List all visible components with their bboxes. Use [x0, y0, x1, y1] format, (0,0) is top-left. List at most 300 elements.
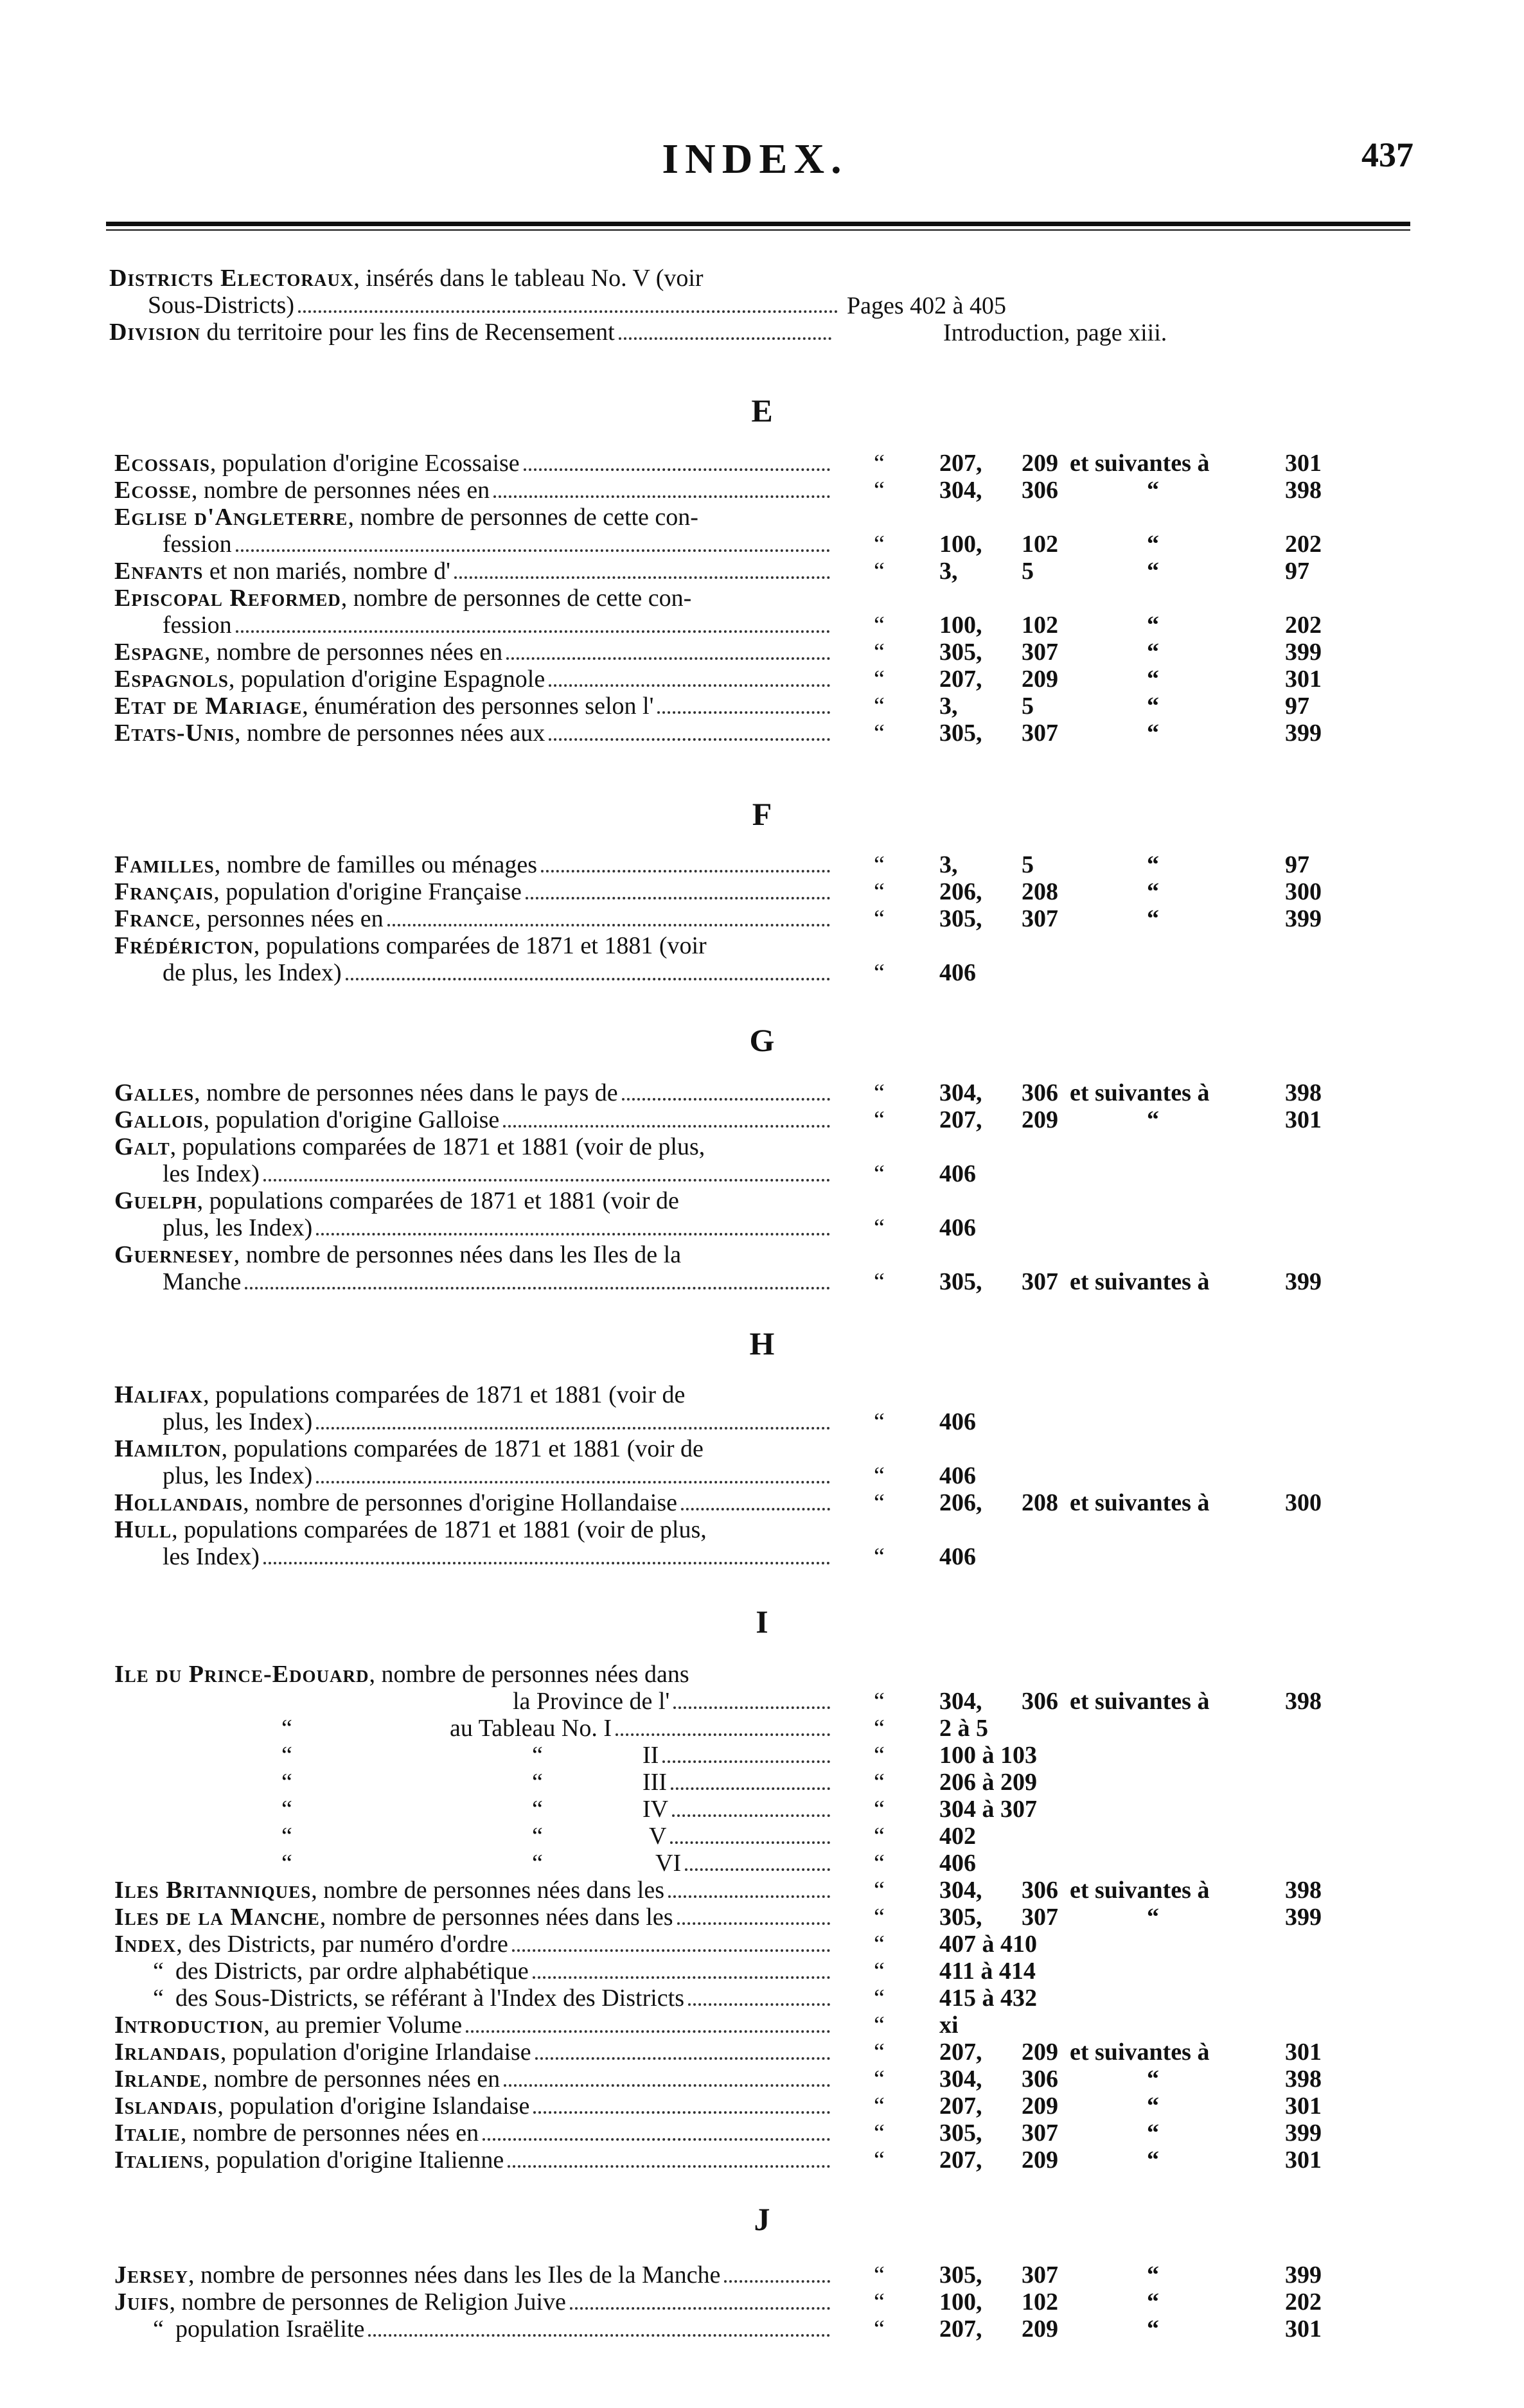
page-ref: 300 — [1285, 878, 1322, 905]
entry-head: Eglise d'Angleterre — [114, 504, 348, 531]
page-ref: 100, — [939, 612, 982, 639]
dot-leader — [657, 711, 830, 714]
dot-leader — [508, 2165, 830, 2168]
index-entry-ile — [114, 1661, 834, 1715]
entry-text: , population d'origine Française — [213, 878, 522, 905]
index-entry-guelph — [114, 1187, 834, 1241]
entry-head: Islandais — [114, 2093, 218, 2120]
entry-line — [114, 1904, 834, 1931]
section-letter-h: H — [749, 1325, 775, 1361]
page-ref: 406 — [939, 1850, 976, 1877]
ditto-mark: “ — [874, 1958, 885, 1985]
entry-text: les Index) — [163, 1160, 260, 1187]
ditto-mark: “ — [874, 450, 885, 477]
entry-text-wrap — [114, 2039, 531, 2066]
index-entry-ile-t1 — [114, 1715, 834, 1742]
page-ref: 305, — [939, 1268, 982, 1295]
entry-line — [114, 1435, 834, 1462]
page-ref: 206, — [939, 1489, 982, 1516]
entry-line — [163, 1462, 834, 1489]
index-entry-iles-brit — [114, 1877, 834, 1904]
index-entry-francais — [114, 878, 834, 905]
ditto-mark: “ — [874, 1214, 885, 1241]
entry-text: des Districts, par ordre alphabétique — [175, 1958, 529, 1985]
entry-line — [114, 450, 834, 477]
entry-text: fession — [163, 531, 232, 558]
index-entry-ecosse — [114, 477, 834, 504]
entry-text: , nombre de personnes nées dans — [369, 1661, 689, 1688]
page-ref: 305, — [939, 2120, 982, 2147]
page-ref: 97 — [1285, 558, 1309, 585]
entry-line — [163, 612, 834, 639]
page-ref: 304, — [939, 2066, 982, 2093]
ditto-mark: “ — [874, 639, 885, 666]
dot-leader — [677, 1922, 830, 1925]
entry-text: , des Districts, par numéro d'ordre — [176, 1931, 508, 1958]
index-entry-gallois — [114, 1106, 834, 1133]
page-ref: 407 à 410 — [939, 1931, 1037, 1958]
entry-text: , population d'origine Islandaise — [217, 2093, 530, 2120]
page-ref: 402 — [939, 1823, 976, 1850]
page-ref-note: et suivantes à — [1070, 2039, 1210, 2066]
page-ref: 304, — [939, 477, 982, 504]
page-ref: 301 — [1285, 2147, 1322, 2173]
page-ref: 399 — [1285, 905, 1322, 932]
entry-line — [642, 1742, 834, 1769]
page-ref: 398 — [1285, 477, 1322, 504]
page-ref: 102 — [1022, 612, 1058, 639]
page-ref: 207, — [939, 2147, 982, 2173]
index-entry-juifs2 — [114, 2315, 834, 2342]
index-entry-fredericton — [114, 932, 834, 986]
entry-text-wrap — [114, 2012, 462, 2039]
entry-line — [114, 504, 834, 531]
entry-line — [114, 905, 834, 932]
entry-line — [114, 1931, 834, 1958]
page-ref: 209 — [1022, 2039, 1058, 2066]
page-ref: 399 — [1285, 1268, 1322, 1295]
page-ref: 5 — [1022, 693, 1034, 720]
page-ref: 307 — [1022, 2262, 1058, 2288]
dot-leader — [549, 738, 830, 741]
ditto-mark: “ — [281, 1796, 292, 1823]
entry-head: Guernesey — [114, 1241, 234, 1268]
page-ref: 102 — [1022, 2288, 1058, 2315]
page-ref: 301 — [1285, 1106, 1322, 1133]
dot-leader — [549, 684, 830, 687]
page-ref: 206 à 209 — [939, 1769, 1037, 1796]
index-entry-episcopal — [114, 585, 834, 639]
index-entry-ile-t2 — [114, 1742, 834, 1769]
entry-text-wrap — [114, 905, 384, 932]
section-letter-f: F — [752, 796, 772, 832]
dot-leader — [506, 657, 830, 660]
entry-text: , nombre de personnes de cette con- — [348, 504, 698, 531]
entry-text: population Israëlite — [175, 2315, 365, 2342]
entry-text: , population d'origine Ecossaise — [209, 450, 520, 477]
entry-text: , populations comparées de 1871 et 1881 (voir — [253, 932, 707, 959]
ditto-mark: “ — [153, 2315, 164, 2342]
page-ref: 399 — [1285, 2120, 1322, 2147]
page-ref: 207, — [939, 450, 982, 477]
page-ref: 399 — [1285, 639, 1322, 666]
page-ref: 304, — [939, 1877, 982, 1904]
entry-text: , nombre de personnes nées en — [191, 477, 490, 504]
page-ref: 304 à 307 — [939, 1796, 1037, 1823]
dot-leader — [535, 2057, 830, 2060]
ditto-mark: “ — [1147, 1904, 1159, 1931]
dot-leader — [483, 2138, 830, 2141]
entry-text-wrap — [114, 693, 653, 720]
page-ref: 406 — [939, 1462, 976, 1489]
entry-line — [114, 2066, 834, 2093]
entry-text: plus, les Index) — [163, 1462, 313, 1489]
ditto-mark: “ — [874, 2120, 885, 2147]
dot-leader — [316, 1233, 830, 1235]
entry-line — [175, 1985, 834, 2012]
dot-leader — [245, 1287, 830, 1289]
ditto-mark: “ — [281, 1715, 292, 1742]
index-entry-ile-t5 — [114, 1823, 834, 1850]
section-letter-e: E — [751, 393, 773, 429]
entry-text: V — [649, 1823, 667, 1850]
entry-text-wrap — [114, 2093, 529, 2120]
page-ref: 305, — [939, 905, 982, 932]
dot-leader — [570, 2307, 830, 2310]
page-ref: 301 — [1285, 450, 1322, 477]
ditto-mark: “ — [874, 1160, 885, 1187]
index-entry-islandais — [114, 2093, 834, 2120]
ditto-mark: “ — [874, 1850, 885, 1877]
page-ref-note: et suivantes à — [1070, 1688, 1210, 1715]
entry-text: , nombre de personnes nées dans les Iles de la — [233, 1241, 682, 1268]
entry-text-wrap — [114, 878, 522, 905]
ditto-mark: “ — [874, 1489, 885, 1516]
page-ref: 398 — [1285, 1079, 1322, 1106]
ditto-mark: “ — [1147, 531, 1159, 558]
entry-line — [163, 1214, 834, 1241]
ditto-mark: “ — [874, 2066, 885, 2093]
page-ref: 307 — [1022, 905, 1058, 932]
page-ref: 2 à 5 — [939, 1715, 988, 1742]
ditto-mark: “ — [1147, 666, 1159, 693]
entry-text: III — [642, 1769, 667, 1796]
dot-leader — [346, 978, 830, 980]
entry-line — [114, 2120, 834, 2147]
entry-line — [114, 2147, 834, 2173]
entry-text-wrap — [114, 851, 537, 878]
index-entry-italie — [114, 2120, 834, 2147]
page-ref: 301 — [1285, 2093, 1322, 2120]
entry-text: , nombre de personnes nées dans les Iles de la Manche — [188, 2262, 721, 2288]
section-letter-g: G — [749, 1022, 775, 1058]
page-ref: 209 — [1022, 666, 1058, 693]
dot-leader — [368, 2334, 830, 2337]
entry-text: plus, les Index) — [163, 1214, 313, 1241]
ditto-mark: “ — [874, 1796, 885, 1823]
ditto-mark: “ — [281, 1742, 292, 1769]
entry-text-wrap — [114, 1877, 664, 1904]
entry-line — [649, 1823, 834, 1850]
entry-line — [114, 1381, 834, 1408]
page-ref: Introduction, page xiii. — [943, 319, 1167, 346]
ditto-mark: “ — [874, 2039, 885, 2066]
ditto-mark: “ — [874, 666, 885, 693]
page-ref: 306 — [1022, 1688, 1058, 1715]
entry-text: , populations comparées de 1871 et 1881 (voir de — [221, 1435, 704, 1462]
page-header — [96, 135, 1413, 186]
entry-line — [114, 477, 834, 504]
ditto-mark: “ — [1147, 851, 1159, 878]
entry-text: VI — [655, 1850, 682, 1877]
entry-text: , nombre de personnes nées en — [180, 2120, 479, 2147]
ditto-mark: “ — [874, 1823, 885, 1850]
ditto-mark: “ — [1147, 905, 1159, 932]
ditto-mark: “ — [1147, 1106, 1159, 1133]
entry-text: Sous-Districts) — [148, 292, 294, 319]
dot-leader — [236, 549, 830, 552]
entry-line — [114, 1106, 834, 1133]
dot-leader — [533, 2111, 830, 2114]
entry-text: , nombre de personnes de Religion Juive — [169, 2288, 566, 2315]
index-entry-hamilton — [114, 1435, 834, 1489]
page-ref: 406 — [939, 1408, 976, 1435]
page-ref: 305, — [939, 1904, 982, 1931]
ditto-mark: “ — [1147, 639, 1159, 666]
entry-text-wrap — [114, 1489, 677, 1516]
entry-text: , nombre de familles ou ménages — [214, 851, 538, 878]
page-ref: 306 — [1022, 2066, 1058, 2093]
entry-text: , nombre de personnes nées dans les — [319, 1904, 673, 1931]
ditto-mark: “ — [874, 558, 885, 585]
entry-text: , au premier Volume — [263, 2012, 463, 2039]
entry-head: Ecosse — [114, 477, 191, 504]
entry-line — [114, 878, 834, 905]
ditto-mark: “ — [1147, 2093, 1159, 2120]
entry-line — [114, 2093, 834, 2120]
entry-line — [175, 2315, 834, 2342]
page-ref: 306 — [1022, 1877, 1058, 1904]
header-rule-thin — [106, 229, 1410, 231]
entry-line — [114, 1241, 834, 1268]
entry-head: Jersey — [114, 2262, 189, 2288]
dot-leader — [263, 1562, 830, 1564]
entry-text: , nombre de personnes de cette con- — [341, 585, 692, 612]
index-entry-galt — [114, 1133, 834, 1187]
ditto-mark: “ — [874, 959, 885, 986]
ditto-mark: “ — [874, 1931, 885, 1958]
page-ref: 406 — [939, 1214, 976, 1241]
dot-leader — [524, 468, 830, 471]
page-ref: 207, — [939, 2315, 982, 2342]
entry-text: les Index) — [163, 1543, 260, 1570]
ditto-mark: “ — [874, 1742, 885, 1769]
page-ref: 398 — [1285, 1877, 1322, 1904]
dot-leader — [622, 1098, 830, 1101]
entry-line — [114, 851, 834, 878]
ditto-mark: “ — [1147, 2066, 1159, 2093]
entry-text-wrap — [114, 2262, 720, 2288]
page-ref: 202 — [1285, 531, 1322, 558]
entry-text: , population d'origine Italienne — [204, 2147, 504, 2173]
index-entry-france — [114, 905, 834, 932]
entry-text: , nombre de personnes nées dans les — [311, 1877, 665, 1904]
dot-leader — [504, 2084, 830, 2087]
ditto-mark: “ — [874, 531, 885, 558]
page-ref: 307 — [1022, 1904, 1058, 1931]
page-ref-note: et suivantes à — [1070, 1877, 1210, 1904]
page-ref: 206, — [939, 878, 982, 905]
index-entry-etat — [114, 693, 834, 720]
index-entry-index3 — [114, 1985, 834, 2012]
entry-text: , populations comparées de 1871 et 1881 (voir de — [197, 1187, 679, 1214]
dot-leader — [493, 495, 830, 498]
page-ref: 301 — [1285, 2315, 1322, 2342]
index-entry-jersey — [114, 2262, 834, 2288]
ditto-mark: “ — [1147, 2288, 1159, 2315]
entry-line — [163, 959, 834, 986]
dot-leader — [668, 1895, 830, 1898]
page-ref: 207, — [939, 1106, 982, 1133]
dot-leader — [685, 1868, 830, 1871]
page-ref: 209 — [1022, 450, 1058, 477]
page-ref: 411 à 414 — [939, 1958, 1036, 1985]
entry-line — [642, 1796, 834, 1823]
page-ref: 305, — [939, 2262, 982, 2288]
page-ref: 307 — [1022, 720, 1058, 747]
page-ref: 100 à 103 — [939, 1742, 1037, 1769]
entry-head: Iles de la Manche — [114, 1904, 320, 1931]
page-ref: 100, — [939, 2288, 982, 2315]
page-ref: 306 — [1022, 1079, 1058, 1106]
entry-line — [114, 1133, 834, 1160]
ditto-mark: “ — [1147, 720, 1159, 747]
entry-head: Ile du Prince-Edouard — [114, 1661, 369, 1688]
dot-leader — [671, 1787, 830, 1790]
entry-head: Index — [114, 1931, 177, 1958]
header-rule-thick — [106, 222, 1410, 226]
ditto-mark: “ — [153, 1985, 164, 2012]
dot-leader — [616, 1733, 830, 1736]
entry-text-wrap — [114, 2288, 566, 2315]
page-ref: 207, — [939, 2039, 982, 2066]
index-entry-ile-t3 — [114, 1769, 834, 1796]
page-number: 437 — [1361, 136, 1413, 174]
page-ref: 202 — [1285, 612, 1322, 639]
entry-text: fession — [163, 612, 232, 639]
index-entry-iles-manche — [114, 1904, 834, 1931]
page-ref: 202 — [1285, 2288, 1322, 2315]
ditto-mark: “ — [532, 1742, 543, 1769]
entry-head: Districts Electoraux — [109, 265, 354, 292]
dot-leader — [526, 897, 830, 899]
dot-leader — [670, 1841, 830, 1844]
entry-text-wrap — [114, 2120, 479, 2147]
entry-text-wrap — [114, 1931, 508, 1958]
entry-text: , populations comparées de 1871 et 1881 (voir de — [203, 1381, 686, 1408]
dot-leader — [263, 1179, 830, 1182]
page-ref: 209 — [1022, 2093, 1058, 2120]
ditto-mark: “ — [1147, 558, 1159, 585]
page-ref: 406 — [939, 959, 976, 986]
entry-text-wrap — [114, 720, 545, 747]
ditto-mark: “ — [874, 2315, 885, 2342]
index-entry-italiens — [114, 2147, 834, 2173]
dot-leader — [466, 2030, 830, 2033]
dot-leader — [454, 576, 830, 579]
index-entry-irlandais — [114, 2039, 834, 2066]
entry-line — [114, 2039, 834, 2066]
entry-line — [114, 558, 834, 585]
ditto-mark: “ — [281, 1769, 292, 1796]
dot-leader — [533, 1976, 830, 1979]
page-ref-note: et suivantes à — [1070, 450, 1210, 477]
entry-head: Espagne — [114, 639, 204, 666]
entry-text: IV — [642, 1796, 669, 1823]
index-entry-familles — [114, 851, 834, 878]
page-ref-note: et suivantes à — [1070, 1489, 1210, 1516]
entry-text: Manche — [163, 1268, 242, 1295]
page-ref: 304, — [939, 1079, 982, 1106]
entry-head: Etat de Mariage — [114, 693, 303, 720]
entry-head: Division — [109, 319, 200, 346]
entry-line — [114, 666, 834, 693]
ditto-mark: “ — [874, 1462, 885, 1489]
ditto-mark: “ — [874, 1769, 885, 1796]
page-ref: 304, — [939, 1688, 982, 1715]
entry-text: , nombre de personnes nées en — [204, 639, 503, 666]
entry-line — [114, 1516, 834, 1543]
entry-text: , énumération des personnes selon l' — [302, 693, 654, 720]
index-entry-districts — [109, 265, 842, 323]
ditto-mark: “ — [874, 1408, 885, 1435]
entry-head: Galles — [114, 1079, 195, 1106]
dot-leader — [672, 1814, 830, 1817]
entry-head: Ecossais — [114, 450, 210, 477]
ditto-mark: “ — [874, 851, 885, 878]
entry-line — [114, 1877, 834, 1904]
entry-head: Iles Britanniques — [114, 1877, 312, 1904]
index-entry-irlande — [114, 2066, 834, 2093]
entry-head: Episcopal Reformed — [114, 585, 341, 612]
entry-text: de plus, les Index) — [163, 959, 342, 986]
entry-text-wrap — [114, 558, 450, 585]
entry-text-wrap — [114, 2147, 504, 2173]
index-entry-index1 — [114, 1931, 834, 1958]
dot-leader — [541, 870, 830, 872]
page-ref: 5 — [1022, 558, 1034, 585]
ditto-mark: “ — [874, 905, 885, 932]
dot-leader — [236, 630, 830, 633]
entry-line — [114, 2262, 834, 2288]
dot-leader — [316, 1427, 830, 1430]
page-ref: 305, — [939, 720, 982, 747]
index-entry-eglise — [114, 504, 834, 558]
dot-leader — [662, 1760, 830, 1763]
section-letter-j: J — [754, 2201, 770, 2237]
entry-text-wrap — [114, 639, 502, 666]
entry-head: Hollandais — [114, 1489, 244, 1516]
page-ref: 301 — [1285, 666, 1322, 693]
index-entry-intro — [114, 2012, 834, 2039]
entry-head: Enfants — [114, 558, 204, 585]
ditto-mark: “ — [874, 1688, 885, 1715]
index-entry-juifs — [114, 2288, 834, 2315]
ditto-mark: “ — [1147, 2262, 1159, 2288]
index-entry-espagnols — [114, 666, 834, 693]
entry-text: , insérés dans le tableau No. V (voir — [353, 265, 704, 292]
entry-line — [642, 1769, 834, 1796]
